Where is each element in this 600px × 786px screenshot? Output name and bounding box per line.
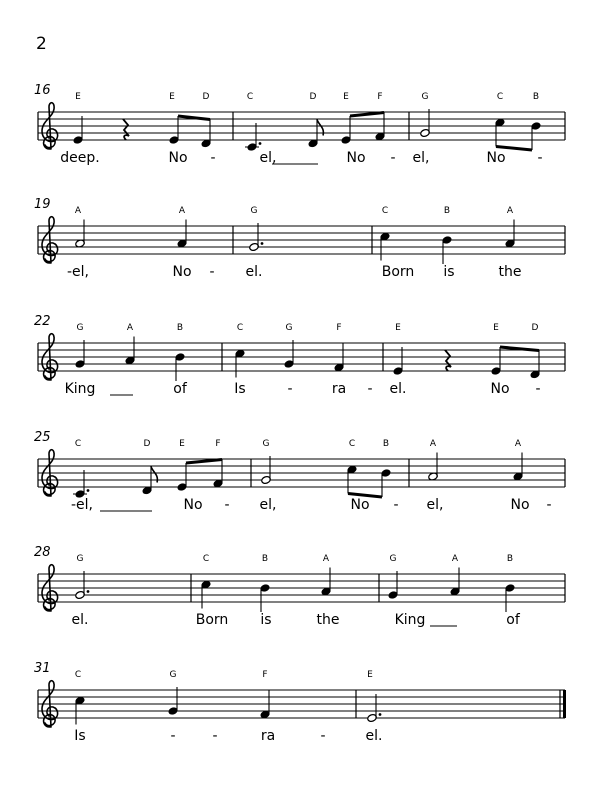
staff-svg xyxy=(0,196,600,296)
note-name-label: G xyxy=(76,323,84,333)
note-name-label: C xyxy=(236,323,244,333)
note-name-label: A xyxy=(178,206,186,216)
lyric-syllable: No xyxy=(168,150,188,166)
lyric-syllable: - xyxy=(170,728,176,744)
lyric-syllable: - xyxy=(209,264,215,280)
note-name-label: E xyxy=(395,323,401,333)
staff-svg xyxy=(0,82,600,182)
staff-system xyxy=(0,429,600,555)
lyric-syllable: Born xyxy=(381,264,415,280)
note-name-label: A xyxy=(429,439,437,449)
note-name-label: G xyxy=(250,206,258,216)
lyric-syllable: el. xyxy=(71,612,89,628)
lyric-syllable: the xyxy=(316,612,340,628)
note-name-label: D xyxy=(531,323,539,333)
note-name-label: C xyxy=(348,439,356,449)
note-name-label: C xyxy=(246,92,254,102)
note-name-label: E xyxy=(169,92,175,102)
lyric-syllable: - xyxy=(287,381,293,397)
lyric-syllable: deep. xyxy=(60,150,100,166)
lyric-syllable: No xyxy=(486,150,506,166)
lyric-syllable: ra xyxy=(331,381,347,397)
lyric-syllable: el, xyxy=(426,497,444,513)
lyric-syllable: No xyxy=(346,150,366,166)
note-name-label: B xyxy=(261,554,269,564)
lyric-syllable: Is xyxy=(234,381,246,397)
note-name-label: B xyxy=(382,439,390,449)
lyric-syllable: - xyxy=(320,728,326,744)
lyric-syllable: Is xyxy=(74,728,86,744)
note-name-label: F xyxy=(215,439,221,449)
lyric-syllable: - xyxy=(393,497,399,513)
note-name-label: A xyxy=(126,323,134,333)
lyric-syllable: - xyxy=(212,728,218,744)
staff-system xyxy=(0,196,600,322)
lyric-syllable: Born xyxy=(195,612,229,628)
measure-number: 19 xyxy=(34,197,51,212)
staff-svg xyxy=(0,544,600,644)
staff-svg xyxy=(0,429,600,529)
lyric-syllable: is xyxy=(260,612,272,628)
note-name-label: C xyxy=(496,92,504,102)
note-name-label: A xyxy=(74,206,82,216)
note-name-label: D xyxy=(143,439,151,449)
lyric-syllable: - xyxy=(210,150,216,166)
lyric-syllable: el. xyxy=(389,381,407,397)
lyric-syllable: -el, xyxy=(70,497,94,513)
lyric-syllable: ra xyxy=(260,728,276,744)
lyric-syllable: - xyxy=(537,150,543,166)
note-name-label: A xyxy=(514,439,522,449)
note-name-label: E xyxy=(179,439,185,449)
note-name-label: C xyxy=(74,670,82,680)
lyric-syllable: - xyxy=(546,497,552,513)
note-name-label: F xyxy=(262,670,268,680)
staff-svg xyxy=(0,313,600,413)
note-name-label: B xyxy=(532,92,540,102)
lyric-syllable: No xyxy=(183,497,203,513)
lyric-syllable: el, xyxy=(412,150,430,166)
note-beam xyxy=(186,460,222,464)
note-name-label: D xyxy=(309,92,317,102)
note-beam xyxy=(350,113,384,117)
staff-system xyxy=(0,313,600,439)
lyric-syllable: No xyxy=(510,497,530,513)
lyric-syllable: - xyxy=(390,150,396,166)
lyric-syllable: of xyxy=(173,381,187,397)
quarter-rest-icon xyxy=(445,350,451,371)
lyric-syllable: -el, xyxy=(66,264,90,280)
lyric-syllable: el, xyxy=(259,150,277,166)
lyric-syllable: - xyxy=(535,381,541,397)
note-name-label: B xyxy=(176,323,184,333)
note-name-label: A xyxy=(506,206,514,216)
quarter-rest-icon xyxy=(123,119,129,140)
note-name-label: G xyxy=(389,554,397,564)
augmentation-dot xyxy=(87,590,90,593)
lyric-syllable: King xyxy=(64,381,96,397)
note-name-label: G xyxy=(262,439,270,449)
staff-system xyxy=(0,82,600,208)
note-name-label: C xyxy=(74,439,82,449)
staff-system xyxy=(0,660,600,786)
note-name-label: E xyxy=(367,670,373,680)
staff-system xyxy=(0,544,600,670)
note-name-label: E xyxy=(75,92,81,102)
measure-number: 22 xyxy=(34,314,51,329)
augmentation-dot xyxy=(87,489,90,492)
lyric-syllable: - xyxy=(367,381,373,397)
lyric-syllable: the xyxy=(498,264,522,280)
lyric-syllable: King xyxy=(394,612,426,628)
lyric-syllable: - xyxy=(224,497,230,513)
note-name-label: D xyxy=(202,92,210,102)
note-name-label: G xyxy=(421,92,429,102)
measure-number: 16 xyxy=(34,83,51,98)
lyric-syllable: No xyxy=(490,381,510,397)
note-name-label: E xyxy=(343,92,349,102)
lyric-syllable: el, xyxy=(259,497,277,513)
staff-svg xyxy=(0,660,600,760)
note-name-label: G xyxy=(76,554,84,564)
note-name-label: G xyxy=(285,323,293,333)
note-name-label: A xyxy=(322,554,330,564)
augmentation-dot xyxy=(261,242,264,245)
note-name-label: F xyxy=(336,323,342,333)
note-name-label: G xyxy=(169,670,177,680)
lyric-syllable: No xyxy=(350,497,370,513)
final-barline-thick xyxy=(563,690,566,718)
augmentation-dot xyxy=(379,713,382,716)
note-name-label: C xyxy=(202,554,210,564)
note-name-label: B xyxy=(443,206,451,216)
note-name-label: E xyxy=(493,323,499,333)
lyric-syllable: No xyxy=(172,264,192,280)
measure-number: 25 xyxy=(34,430,51,445)
lyric-syllable: el. xyxy=(245,264,263,280)
augmentation-dot xyxy=(259,142,262,145)
note-name-label: A xyxy=(451,554,459,564)
lyric-syllable: el. xyxy=(365,728,383,744)
lyric-syllable: is xyxy=(443,264,455,280)
note-name-label: C xyxy=(381,206,389,216)
lyric-syllable: of xyxy=(506,612,520,628)
measure-number: 28 xyxy=(34,545,51,560)
measure-number: 31 xyxy=(34,661,51,676)
note-name-label: B xyxy=(506,554,514,564)
page-number: 2 xyxy=(36,34,47,54)
note-name-label: F xyxy=(377,92,383,102)
